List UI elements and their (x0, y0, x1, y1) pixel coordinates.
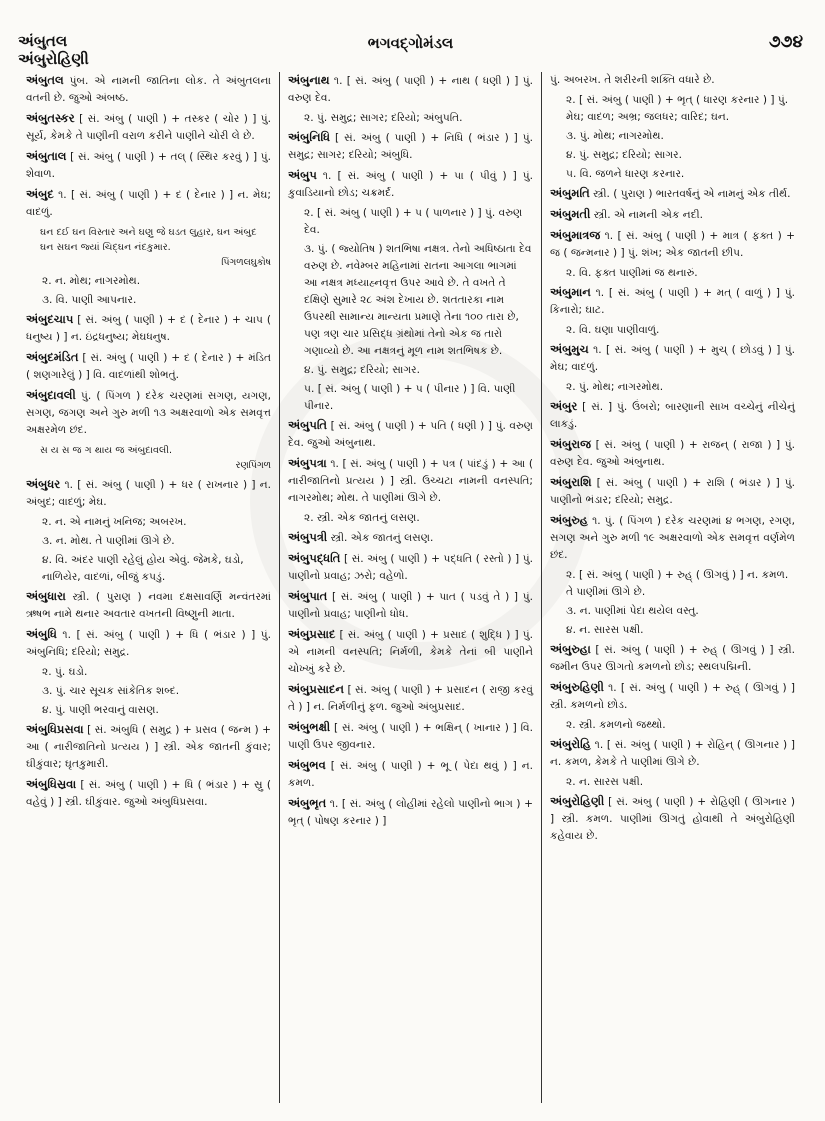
dictionary-entry (288, 167, 533, 202)
dictionary-entry (550, 641, 795, 676)
dictionary-entry (550, 512, 795, 564)
header-page-number: ૭૭૪ (768, 32, 803, 52)
entry-headword: અંબુપત્રા (288, 456, 327, 470)
dictionary-entry (26, 721, 271, 773)
column-2 (279, 72, 541, 1103)
dictionary-entry (26, 626, 271, 661)
entry-sense: ૨. વિ. ફક્ત પાણીમાં જ થનારું. (566, 267, 698, 279)
entry-headword: અંબુદચાપ (26, 312, 74, 326)
entry-definition: સ્ત્રી. એક જાતનું લસણ. (327, 532, 434, 544)
entry-definition: [ સં. અંબુ ( પાણી ) + નિધિ ( ભંડાર ) ] પું. સમુદ્ર; સાગર; દરિયો; અંબુધિ. (288, 132, 533, 161)
entry-definition: ૧. [ સં. અંબુ ( લોહીમાં રહેલો પાણીનો ભાગ ) + ભૃત્ ( પોષણ કરનાર ) ] (288, 798, 533, 827)
entry-sense: ૩. વિ. પાણી આપનાર. (42, 294, 137, 306)
entry-definition: પુંબ. એ નામની જાતિના લોક. તે અંબુતલના વતની છે. જુઓ અંબષ્ઠ. (26, 75, 271, 104)
entry-headword: અંબુરુહ (550, 513, 588, 527)
entry-sense: ૨. પું. ઘડો. (42, 666, 88, 678)
entry-definition: [ સં. અંબુ ( પાણી ) + રાજન્ ( રાજા ) ] પું. વરુણ દેવ. જુઓ અંબુનાથ. (550, 439, 795, 468)
entry-headword: અંબુપાત (288, 589, 328, 603)
entry-headword: અંબુમતિ (550, 186, 590, 200)
entry-sense: ૩. ન. મોથ. તે પાણીમાં ઊગે છે. (42, 535, 175, 547)
entry-sense: ૨. [ સં. અંબુ ( પાણી ) + પ ( પાળનાર ) ] પું. વરુણ દેવ. (304, 207, 523, 236)
dictionary-entry (26, 776, 271, 811)
entry-columns (18, 72, 803, 1103)
entry-definition: ૧. [ સં. અંબુ ( પાણી ) + દ ( દેનાર ) ] ન. મેઘ; વાદળું. (26, 189, 271, 218)
entry-definition: ૧. [ સં. અંબુ ( પાણી ) + ધર ( રાખનાર ) ] ન. અંબુદ; વાદળું; મેઘ. (26, 479, 271, 508)
entry-headword: અંબુરોહિ (550, 737, 591, 751)
entry-definition: સ્ત્રી. ( પુરાણ ) નવમા દક્ષસાવર્ણિ મન્વંતરમાં ઋષભ નામે થનાર અવતાર વખતની વિષ્ણુની માતા. (26, 591, 271, 620)
dictionary-entry (26, 349, 271, 384)
entry-headword: અંબુપદ્ધતિ (288, 551, 341, 565)
dictionary-entry (550, 436, 795, 471)
entry-definition: [ સં. અંબુ ( પાણી ) + પદ્ધતિ ( રસ્તો ) ] પું. પાણીનો પ્રવાહ; ઝરો; વહેળો. (288, 553, 533, 582)
entry-sense: ૪. ન. સારસ પક્ષી. (566, 624, 644, 636)
dictionary-entry (288, 72, 533, 107)
header-last-word: અંબુરોહિણી (18, 50, 89, 68)
dictionary-entry (288, 529, 533, 547)
entry-sense: ૩. પું. ચાર સૂચક સાંકેતિક શબ્દ. (42, 685, 180, 697)
entry-headword: અંબુમાન (550, 285, 591, 299)
entry-headword: અંબુદમંડિત (26, 350, 79, 364)
entry-headword: અંબુભવ (288, 758, 326, 772)
entry-headword: અંબુધારા (26, 589, 66, 603)
entry-definition: [ સં. અંબુ ( પાણી ) + પ્રસાદન ( રાજી કરવું તે ) ] ન. નિર્મળીનું ફળ. જુઓ અંબુપ્રસાદ. (288, 684, 533, 713)
entry-definition: [ સં. અંબુ ( પાણી ) + રુહ્ ( ઊગવું ) ] સ્ત્રી. જમીન ઉપર ઊગતો કમળનો છોડ; સ્થલપદ્મિની. (550, 644, 795, 673)
entry-sense: ૪. પું. સમુદ્ર; દરિયો; સાગર. (304, 364, 420, 376)
entry-sense: ૩. ન. પાણીમાં પેદા થયેલ વસ્તુ. (566, 605, 699, 617)
entry-definition: [ સં. અંબુ ( પાણી ) + દ ( દેનાર ) + મંડિત ( શણગારેલું ) ] વિ. વાદળાંથી શોભતું. (26, 352, 271, 381)
dictionary-entry (26, 72, 271, 107)
dictionary-entry (550, 474, 795, 509)
entry-definition: [ સં. અંબુ ( પાણી ) + પ્રસાદ ( શુદ્ધિ ) ] પું. એ નામની વનસ્પતિ; નિર્મળી, કેમકે તેનાં બી પાણીને ચોખ્ખું કરે છે. (288, 629, 533, 675)
entry-definition: [ સં. અંબુધિ ( સમુદ્ર ) + પ્રસવ ( જન્મ ) + આ ( નારીજાતિનો પ્રત્યય ) ] સ્ત્રી. એક જાતની કુંવાર; ઘીકુંવાર; ઘૃતકુમારી. (26, 724, 271, 770)
entry-sense: ૨. ન. એ નામનું ખનિજ; અબરખ. (42, 516, 187, 528)
entry-sense: ૨. સ્ત્રી. કમળનો જથ્થો. (566, 719, 666, 731)
dictionary-entry (26, 148, 271, 183)
dictionary-entry (550, 793, 795, 845)
column-3 (541, 72, 803, 1103)
dictionary-entry (550, 736, 795, 771)
entry-headword: અંબુરુહિણી (550, 680, 604, 694)
dictionary-entry (288, 681, 533, 716)
dictionary-entry (26, 311, 271, 346)
entry-headword: અંબુદાવલી (26, 388, 76, 402)
entry-headword: અંબુપ્રસાદન (288, 682, 344, 696)
entry-sense: ૫. વિ. જળને ધારણ કરનાર. (566, 168, 685, 180)
entry-sense: ૨. વિ. ઘણા પાણીવાળું. (566, 324, 660, 336)
dictionary-entry (550, 185, 795, 203)
entry-definition: [ સં. અંબુ ( પાણી ) + ભક્ષિન્ ( ખાનાર ) ] વિ. પાણી ઉપર જીવનાર. (288, 722, 533, 751)
entry-definition: [ સં. અંબુ ( પાણી ) + તસ્કર ( ચોર ) ] પું. સૂર્ય, કેમકે તે પાણીની વરાળ કરીને પાણીને ચોરી લે છે. (26, 113, 271, 142)
dictionary-entry (550, 341, 795, 376)
dictionary-entry (550, 284, 795, 319)
entry-headword: અંબુરાશિ (550, 475, 592, 489)
entry-definition: ૧. [ સં. અંબુ ( પાણી ) + રોહિન્ ( ઊગનાર ) ] ન. કમળ, કેમકે તે પાણીમાં ઊગે છે. (550, 739, 795, 768)
entry-sense: ૪. પું. સમુદ્ર; દરિયો; સાગર. (566, 149, 682, 161)
entry-headword: અંબુરુહા (550, 642, 591, 656)
entry-definition: પું. ( પિંગળ ) દરેક ચરણમાં સગણ, યગણ, સગણ, જગણ અને ગુરુ મળી ૧૩ અક્ષરવાળો એક સમવૃત્ત અક્ષરમેળ છંદ. (26, 390, 271, 436)
dictionary-entry (288, 550, 533, 585)
entry-headword: અંબુતાલ (26, 149, 67, 163)
entry-quotation: ઘન દઈ ઘન વિસ્તાર અને ઘણુ જે ઘડત લુહાર, ઘન અંબુદ ઘન સઘન જ્યાં ચિદ્ઘન નંદકુમાર. (40, 227, 257, 253)
entry-definition: ૧. [ સં. અંબુ ( પાણી ) + માત્ર ( ફક્ત ) + જ ( જન્મનાર ) ] પું. શંખ; એક જાતની છીપ. (550, 230, 795, 259)
quotation-source: પિંગળલઘુકોષ (221, 257, 271, 268)
entry-headword: અંબુધિસ્રવા (26, 777, 77, 791)
entry-headword: અંબુદ (26, 187, 54, 201)
dictionary-entry (26, 110, 271, 145)
entry-definition: [ સં. અંબુ ( પાણી ) + રાશિ ( ભંડાર ) ] પું. પાણીનો ભંડાર; દરિયો; સમુદ્ર. (550, 477, 795, 506)
entry-headword: અંબુર (550, 399, 578, 413)
entry-definition: ૧. [ સં. અંબુ ( પાણી ) + પા ( પીવું ) ] પું. કુવાડિયાનો છોડ; ચક્રમર્દ. (288, 170, 533, 199)
entry-sense: ૪. વિ. અંદર પાણી રહેલું હોય એવું. જેમકે, ઘડો, નાળિયેર, વાદળાં, બીજું કપડું. (42, 554, 244, 583)
entry-headword: અંબુમુચ (550, 342, 589, 356)
entry-definition: [ સં. અંબુ ( પાણી ) + ધિ ( ભંડાર ) + સ્રુ ( વહેવું ) ] સ્ત્રી. ઘીકુંવાર. જુઓ અંબુધિપ્રસવા. (26, 779, 271, 808)
entry-definition: ૧. [ સં. અંબુ ( પાણી ) + મુચ્ ( છોડવું ) ] પું. મેઘ; વાદળું. (550, 344, 795, 373)
entry-headword: અંબુપ (288, 168, 317, 182)
entry-sense: ૩. પું. મોથ; નાગરમોથ. (566, 130, 664, 142)
entry-headword: અંબુધિ (26, 627, 57, 641)
entry-definition: ૧. [ સં. અંબુ ( પાણી ) + રુહ્ ( ઊગવું ) ] સ્ત્રી. કમળનો છોડ. (550, 682, 795, 711)
entry-headword: અંબુપતિ (288, 418, 328, 432)
entry-sense: ૨. [ સં. અંબુ ( પાણી ) + ભૃત્ ( ધારણ કરનાર ) ] પું. મેઘ; વાદળ; અભ્ર; જલધર; વારિદ; ઘન. (566, 94, 789, 123)
dictionary-entry (288, 795, 533, 830)
dictionary-entry (288, 455, 533, 507)
entry-definition: ૧. [ સં. અંબુ ( પાણી ) + મત્ ( વાળું ) ] પું. કિનારો; ઘાટ. (550, 287, 795, 316)
entry-sense: ૨. પું. સમુદ્ર; સાગર; દરિયો; અંબુપતિ. (304, 112, 463, 124)
dictionary-entry (550, 679, 795, 714)
entry-headword: અંબુમતી (550, 207, 591, 221)
entry-sense: ૨. પું. મોથ; નાગરમોથ. (566, 381, 664, 393)
dictionary-entry (288, 588, 533, 623)
dictionary-entry (26, 186, 271, 221)
entry-headword: અંબુપત્રી (288, 530, 328, 544)
entry-definition: સ્ત્રી. એ નામની એક નદી. (590, 209, 704, 221)
entry-definition: [ સં. ] પું. ઉંબરો; બારણાની સાખ વચ્ચેનું નીચેનું લાકડું. (550, 401, 795, 430)
entry-headword: અંબુરાજ (550, 437, 592, 451)
quotation-source: રણપિંગળ (235, 460, 271, 471)
entry-definition: ૧. [ સં. અંબુ ( પાણી ) + નાથ ( ધણી ) ] પું. વરુણ દેવ. (288, 75, 533, 104)
entry-sense: ૫. [ સં. અંબુ ( પાણી ) + પ ( પીનાર ) ] વિ. પાણી પીનાર. (304, 383, 516, 412)
entry-sense: ૩. પું. ( જ્યોતિષ ) શતભિષા નક્ષત્ર. તેનો અધિષ્ઠાતા દેવ વરુણ છે. નવેમ્બર મહિનામાં રાતના આગલા ભાગમાં આ નક્ષત્ર મધ્યાહ્નવૃત્ત ઉપર આવે છે. તે વખતે તે દક્ષિણે સુમારે ૨૮ અંશ દેખાય છે. શતતારકા નામ ઉપરથી સામાન્ય માન્યતા પ્રમાણે તેના ૧૦૦ તારા છે, પણ ત્રણ ચાર પ્રસિદ્ધ ગ્રંથોમાં તેનો એક જ તારો ગણાવ્યો છે. આ નક્ષત્રનું મૂળ નામ શતભિષક છે. (304, 243, 532, 357)
entry-definition: [ સં. અંબુ ( પાણી ) + તલ્ ( સ્થિર કરવું ) ] પું. શેવાળ. (26, 151, 271, 180)
entry-sense: ૪. પું. પાણી ભરવાનું વાસણ. (42, 704, 159, 716)
column-1 (18, 72, 279, 1103)
entry-headword: અંબુધિપ્રસવા (26, 722, 84, 736)
dictionary-entry (550, 227, 795, 262)
entry-continuation: પું. અબરખ. તે શરીરની શક્તિ વધારે છે. (550, 74, 715, 86)
header-book-title: ભગવદ્ગોમંડલ (367, 34, 454, 52)
entry-sense: ૨. સ્ત્રી. એક જાતનું લસણ. (304, 512, 420, 524)
header-first-word: અંબુતલ (18, 32, 68, 50)
entry-definition: ૧. [ સં. અંબુ ( પાણી ) + ધિ ( ભંડાર ) ] પું. અંબુનિધિ; દરિયો; સમુદ્ર. (26, 629, 271, 658)
entry-quotation: સ ય સ જ ગ થાય જ અંબુદાવલી. (40, 445, 173, 456)
dictionary-entry (26, 476, 271, 511)
dictionary-entry (288, 719, 533, 754)
entry-headword: અંબુનિધિ (288, 130, 331, 144)
entry-sense: ૨. [ સં. અંબુ ( પાણી ) + રુહ્ ( ઊગવું ) ] ન. કમળ. તે પાણીમાં ઊગે છે. (566, 569, 789, 598)
entry-definition: [ સં. અંબુ ( પાણી ) + પતિ ( ધણી ) ] પું. વરુણ દેવ. જુઓ અંબુનાથ. (288, 420, 533, 449)
dictionary-entry (288, 129, 533, 164)
entry-definition: ૧. [ સં. અંબુ ( પાણી ) + પત્ર ( પાંદડું ) + આ ( નારીજાતિનો પ્રત્યય ) ] સ્ત્રી. ઉચ્ચટા નામની વનસ્પતિ; નાગરમોથ; મોથ. તે પાણીમાં ઊગે છે. (288, 458, 533, 504)
dictionary-entry (550, 206, 795, 224)
entry-definition: [ સં. અંબુ ( પાણી ) + રોહિણી ( ઊગનાર ) ] સ્ત્રી. કમળ. પાણીમાં ઊગતું હોવાથી તે અંબુરોહિણી કહેવાય છે. (550, 796, 795, 842)
entry-headword: અંબુતલ (26, 73, 64, 87)
dictionary-entry (288, 626, 533, 678)
dictionary-entry (550, 398, 795, 433)
entry-definition: સ્ત્રી. ( પુરાણ ) ભારતવર્ષનું એ નામનું એક તીર્થ. (589, 188, 791, 200)
dictionary-entry (288, 417, 533, 452)
entry-headword: અંબુમાત્રજ (550, 228, 601, 242)
entry-headword: અંબુભૃત (288, 796, 327, 810)
entry-headword: અંબુનાથ (288, 73, 330, 87)
entry-headword: અંબુભક્ષી (288, 720, 331, 734)
entry-headword: અંબુરોહિણી (550, 794, 605, 808)
entry-definition: ૧. પું. ( પિંગળ ) દરેક ચરણમાં ૪ ભગણ, રગણ, સગણ અને ગુરુ મળી ૧૯ અક્ષરવાળો એક સમવૃત્ત વર્ણમેળ છંદ. (550, 515, 795, 561)
entry-definition: [ સં. અંબુ ( પાણી ) + દ ( દેનાર ) + ચાપ ( ધનુષ્ય ) ] ન. ઇંદ્રધનુષ્ય; મેઘધનુષ. (26, 314, 271, 343)
entry-definition: [ સં. અંબુ ( પાણી ) + ભૂ ( પેદા થવું ) ] ન. કમળ. (288, 760, 533, 789)
entry-headword: અંબુધર (26, 477, 61, 491)
entry-headword: અંબુપ્રસાદ (288, 627, 336, 641)
dictionary-entry (288, 757, 533, 792)
dictionary-entry (26, 588, 271, 623)
entry-definition: [ સં. અંબુ ( પાણી ) + પાત ( પડવું તે ) ] પું. પાણીનો પ્રવાહ; પાણીનો ધોધ. (288, 591, 533, 620)
entry-sense: ૨. ન. સારસ પક્ષી. (566, 776, 644, 788)
entry-headword: અંબુતસ્કર (26, 111, 75, 125)
dictionary-entry (26, 387, 271, 439)
entry-sense: ૨. ન. મોથ; નાગરમોથ. (42, 275, 141, 287)
